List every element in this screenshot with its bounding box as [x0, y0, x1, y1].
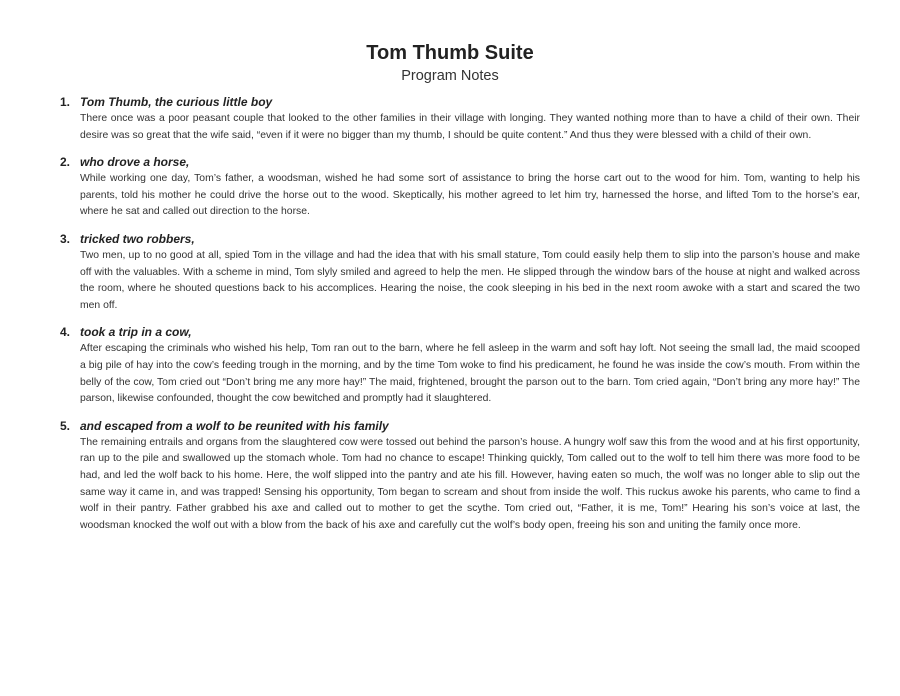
movement-description: The remaining entrails and organs from the slaughtered cow were tossed out behind the parson’s house. A hungry wolf saw this from the wood and at his first opportunity, ran up to the pile and swallowed up the stomach whole. Tom had no chance to escape! Thinking quickly, Tom called out to the wolf to tell him there was more food to be had, and led the wolf back to his home. Here, the wolf slipped into the pantry and ate his fill. However, having eaten so much, the wolf was no longer able to slip out the same way it came in, and was trapped! Sensing his opportunity, Tom began to scream and shout from inside the wolf. This ruckus awoke his parents, who came to find a wolf in their pantry. Father grabbed his axe and called out to mother to get the scythe. Tom cried out, “Father, it is me, Tom!” Hearing his son’s voice at last, the woodsman knocked the wolf out with a blow from the back of his axe and carefully cut the wolf’s body open, freeing his son and uniting the family once more. [80, 436, 860, 531]
movement-description: While working one day, Tom’s father, a woodsman, wished he had some sort of assistance to bring the horse cart out to the wood for him. Tom, wanting to help his parents, told his mother he could drive the horse out to the wood. Skeptically, his mother agreed to let him try, harnessed the horse, and lifted Tom to the horse’s ear, where he sat and called out direction to the horse. [80, 173, 860, 218]
movement-heading: tricked two robbers, [80, 231, 195, 246]
movement-list [60, 94, 860, 534]
document-title: Tom Thumb Suite [366, 42, 534, 64]
movement-item [60, 324, 860, 407]
movement-heading: Tom Thumb, the curious little boy [80, 95, 273, 109]
movement-number: 1. [60, 95, 71, 109]
document-subtitle: Program Notes [401, 68, 499, 84]
movement-heading: who drove a horse, [80, 155, 190, 170]
movement-description: Two men, up to no good at all, spied Tom in the village and had the idea that with his small stature, Tom could easily help them to slip into the parson’s house and make off with the valuables. With a scheme in mind, Tom slyly smiled and agreed to help the men. He slipped through the window bars of the house at night and walked across the room, where he shouted questions back to his accomplices. Hearing the noise, the cook sleeping in his bed in the next room awoke with a start and scared the two men off. [80, 249, 860, 311]
movement-item [60, 154, 860, 221]
movement-heading: took a trip in a cow, [80, 325, 192, 340]
movement-number: 2. [60, 155, 71, 170]
movement-description: After escaping the criminals who wished his help, Tom ran out to the barn, where he fell asleep in the warm and soft hay loft. Not seeing the small lad, the maid scooped a big pile of hay into the cow’s feeding trough in the morning, and by the time Tom woke to find his predicament, he found he was inside the cow’s mouth. From within the belly of the cow, Tom cried out “Don’t bring me any more hay!” The maid, frightened, brought the parson out to the barn. Tom cried again, “Don’t bring any more hay!” The parson, likewise confounded, thought the cow bewitched and promptly had it slaughtered. [80, 343, 860, 405]
movement-number: 4. [60, 325, 71, 340]
movement-number: 5. [60, 418, 71, 433]
movement-heading: and escaped from a wolf to be reunited with his family [80, 418, 389, 433]
movement-item [60, 231, 860, 314]
movement-number: 3. [60, 231, 71, 246]
movement-item [60, 94, 860, 144]
movement-item [60, 418, 860, 535]
movement-description: There once was a poor peasant couple that looked to the other families in their village with longing. They wanted nothing more than to have a child of their own. Their desire was so great that the wife said, “even if it were no bigger than my thumb, I should be quite content.” And thus they were blessed with a child of their own. [80, 113, 860, 141]
